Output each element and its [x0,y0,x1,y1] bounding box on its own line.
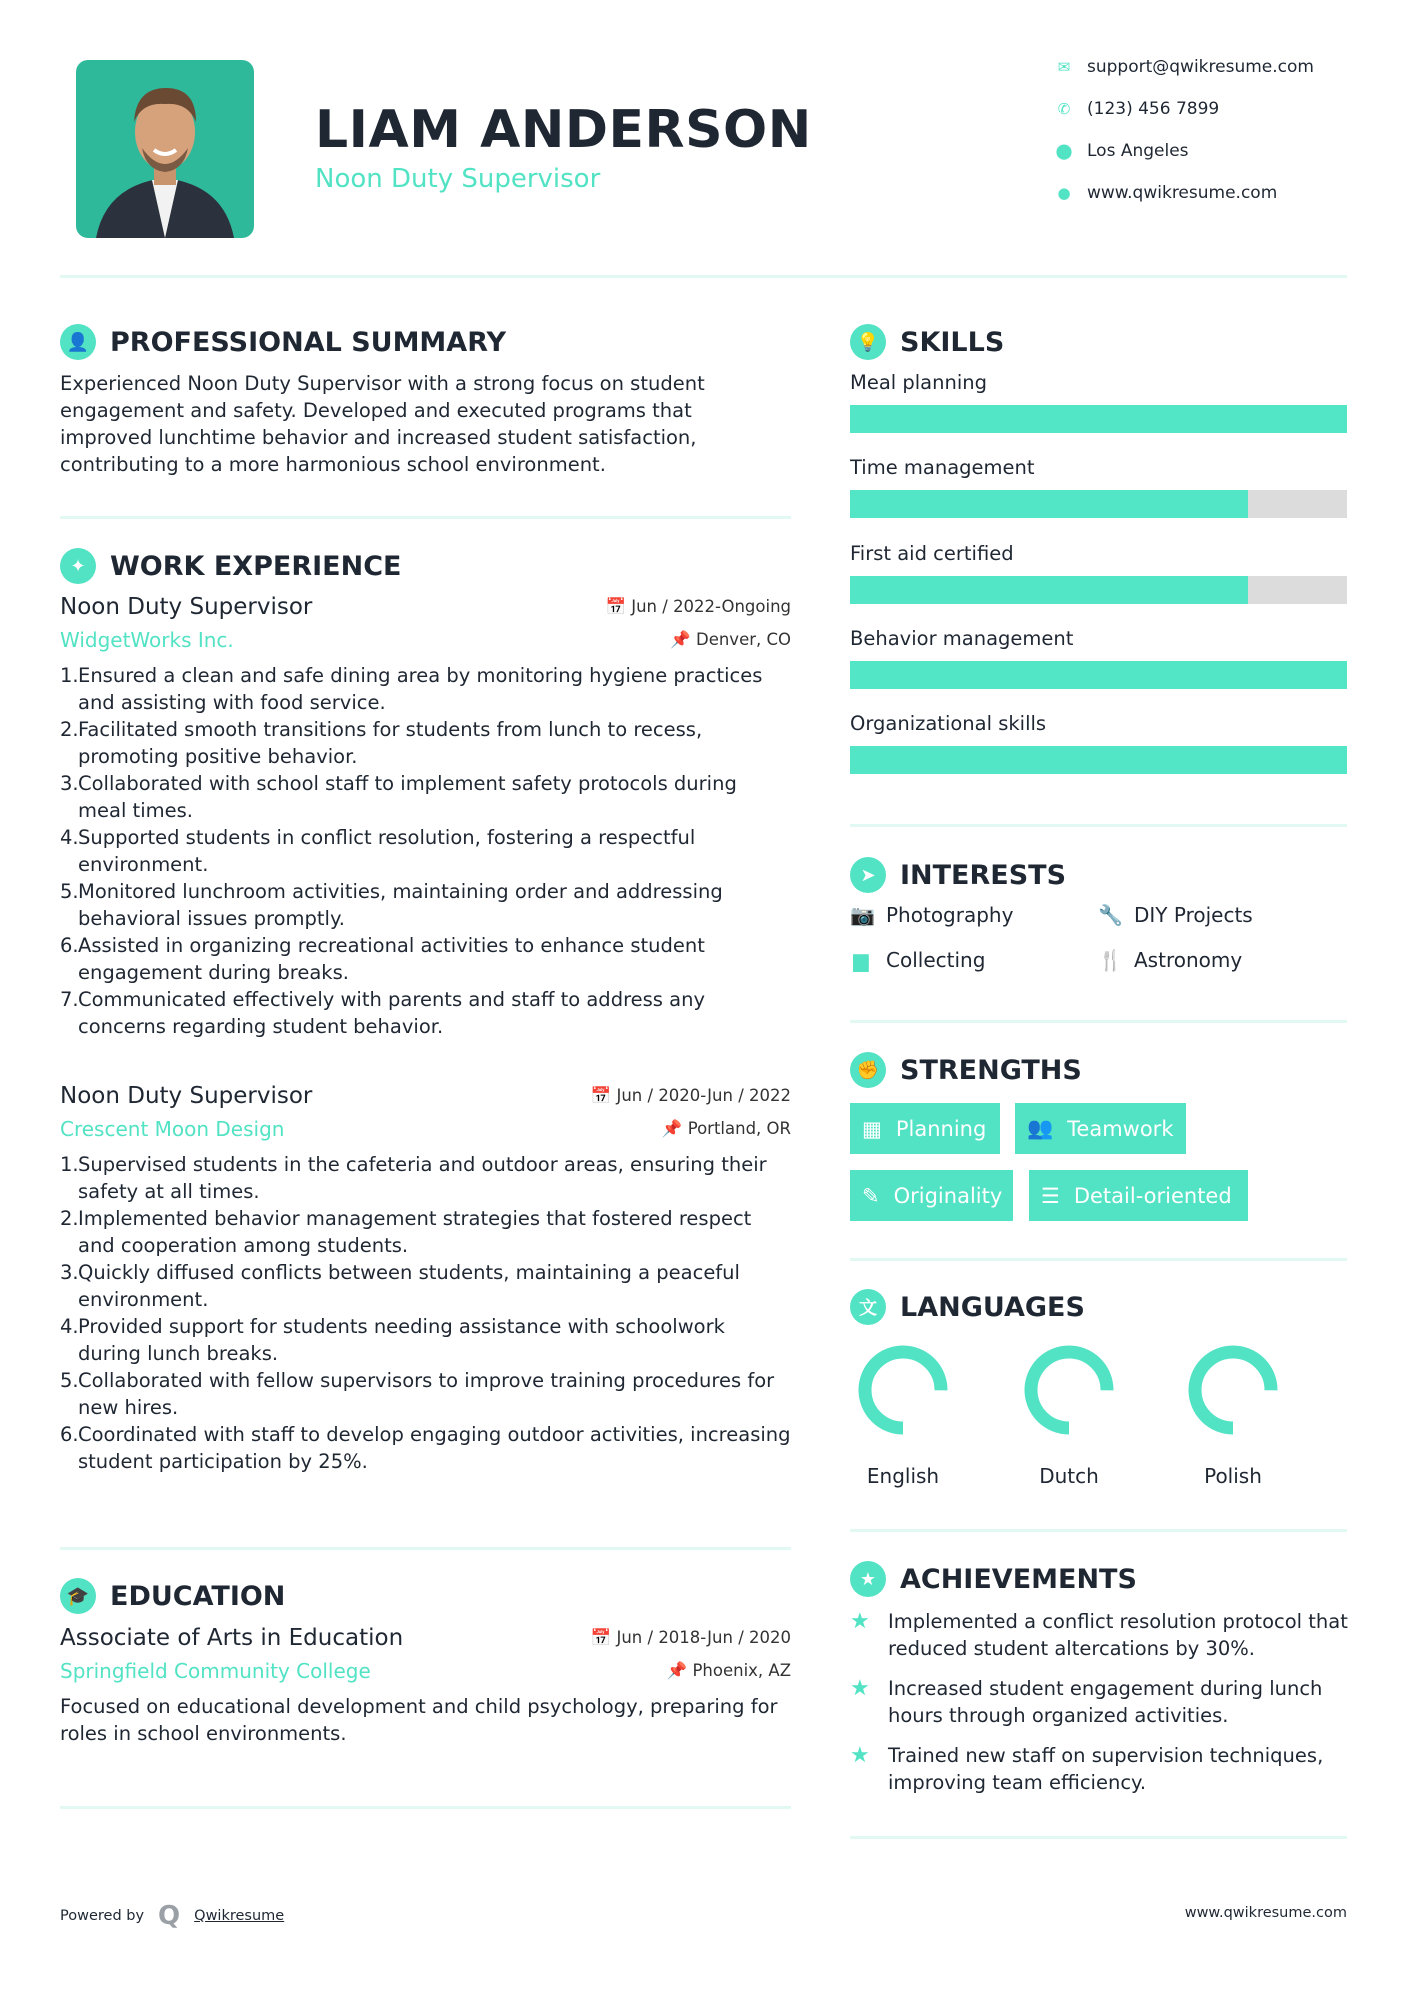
globe-icon: ● [1057,184,1071,202]
list-item: 7. Communicated effectively with parents and staff to address any concerns regarding student behavior. [60,988,706,1038]
contact-text: Los Angeles [1087,141,1189,161]
pin-icon: 📌 [670,630,696,649]
camera-icon: 📷 [850,903,875,927]
section-divider [850,1836,1347,1839]
section-divider [60,1547,791,1550]
date-text: Jun / 2022-Ongoing [631,597,791,616]
skill-bar-fill [850,405,1347,433]
list-item: 6. Coordinated with staff to develop engaging outdoor activities, increasing student participation by 25%. [60,1423,791,1473]
section-heading-languages [850,1289,1085,1325]
skill-bar [850,576,1347,604]
section-heading-skills [850,324,1004,360]
skill-bar-fill [850,661,1347,689]
list-item: 5. Monitored lunchroom activities, maintaining order and addressing behavioral issues promptly. [60,880,723,930]
users-icon: 👥 [1027,1116,1054,1140]
location-text: Phoenix, AZ [692,1661,791,1680]
footer-url[interactable]: www.qwikresume.com [1184,1905,1347,1921]
archive-icon: ▆ [853,948,869,972]
heading-text: INTERESTS [900,859,1067,891]
candidate-title: Noon Duty Supervisor [315,164,601,194]
section-heading-experience [60,548,401,584]
company-name: WidgetWorks Inc. [60,628,234,652]
language-name: English [866,1464,940,1488]
header-divider [60,275,1347,278]
job-date [591,1086,791,1106]
contact-text: support@qwikresume.com [1087,57,1314,77]
section-divider [60,1806,791,1809]
job-date [605,597,791,617]
calendar-icon: 📅 [590,1086,617,1105]
interest-diy-projects: 🔧 DIY Projects [1098,903,1253,927]
job-entry [60,1083,791,1475]
pin-icon: 📌 [666,1661,693,1680]
achievement-item: ★ Increased student engagement during lunch hours through organized activities. [850,1676,1323,1727]
section-heading-summary [60,324,506,360]
section-divider [850,824,1347,827]
lightbulb-icon: 💡 [850,324,886,360]
skill-item [850,712,1347,774]
languages-list [843,1340,1323,1490]
heading-text: STRENGTHS [900,1054,1082,1086]
job-title: Noon Duty Supervisor [60,1083,313,1109]
language-name: Dutch [1039,1464,1099,1488]
heading-text: EDUCATION [110,1580,286,1612]
job-location [662,1119,791,1139]
language-icon: 文 [850,1289,886,1325]
location-text: Denver, CO [695,630,791,649]
person-silhouette-icon [76,60,254,238]
language-item [1009,1340,1129,1488]
skill-bar [850,490,1347,518]
date-text: Jun / 2018-Jun / 2020 [616,1628,791,1647]
section-heading-strengths [850,1052,1082,1088]
company-name: Crescent Moon Design [60,1117,285,1141]
strength-tag: ☰ Detail-oriented [1029,1170,1248,1221]
skill-name: Behavior management [850,626,1074,650]
job-bullets [60,1151,791,1475]
section-heading-interests [850,857,1066,893]
phone-icon: ✆ [1057,100,1071,118]
skill-bar [850,746,1347,774]
contact-phone [1055,99,1219,119]
language-name: Polish [1204,1464,1262,1488]
job-entry [60,594,791,1040]
strength-tag: 👥 Teamwork [1015,1103,1186,1154]
section-divider [850,1020,1347,1023]
fist-icon: ✊ [850,1052,886,1088]
skill-item [850,627,1347,689]
heading-text: PROFESSIONAL SUMMARY [110,326,507,358]
heading-text: LANGUAGES [900,1291,1085,1323]
contact-text: www.qwikresume.com [1087,183,1278,203]
contact-website[interactable] [1055,183,1277,203]
interest-photography: 📷 Photography [850,903,1014,927]
list-item: 3. Quickly diffused conflicts between students, maintaining a peaceful environment. [60,1261,740,1311]
education-description: Focused on educational development and child psychology, preparing for roles in school environments. [60,1695,778,1745]
list-item: 2. Implemented behavior management strategies that fostered respect and cooperation among students. [60,1207,752,1257]
star-icon: ★ [850,1609,870,1634]
job-bullets [60,662,791,1040]
star-icon: ★ [850,1743,870,1768]
education-entry [60,1625,791,1747]
pencil-icon: ✎ [862,1183,880,1208]
interest-collecting: ▆ Collecting [850,948,985,972]
list-item: 3. Collaborated with school staff to implement safety protocols during meal times. [60,772,737,822]
language-item [843,1340,963,1488]
skill-name: Time management [850,456,1035,480]
date-text: Jun / 2020-Jun / 2022 [616,1086,791,1105]
skill-name: Meal planning [850,371,988,394]
strength-tag: ✎ Originality [850,1170,1013,1221]
list-item: 4. Provided support for students needing assistance with schoolwork during lunch breaks. [60,1315,725,1365]
profile-photo [76,60,254,238]
footer-powered-by [60,1901,284,1931]
skill-bar-fill [850,576,1248,604]
contact-location [1055,141,1189,161]
skill-name: First aid certified [850,541,1014,565]
degree: Associate of Arts in Education [60,1625,404,1651]
skill-name: Organizational skills [850,712,1047,736]
skill-item [850,542,1347,604]
user-icon: 👤 [60,324,96,360]
list-icon: ☰ [1041,1183,1060,1208]
section-divider [850,1529,1347,1532]
language-level-ring [1009,1340,1129,1440]
star-icon: ★ [850,1676,870,1701]
list-item: 1. Supervised students in the cafeteria and outdoor areas, ensuring their safety at all times. [60,1153,767,1203]
qwikresume-logo-icon: Q [158,1901,181,1931]
skill-bar-fill [850,490,1248,518]
graduation-icon: 🎓 [60,1578,96,1614]
wrench-icon: 🔧 [1098,903,1123,927]
language-level-ring [1173,1340,1293,1440]
star-badge-icon: ★ [850,1561,886,1597]
language-item [1173,1340,1293,1488]
calendar-icon: 📅 [605,597,632,616]
achievement-item: ★ Trained new staff on supervision techniques, improving team efficiency. [850,1743,1324,1794]
achievements-list [850,1608,1350,1796]
utensils-icon: 🍴 [1098,948,1123,972]
strength-tag: ▦ Planning [850,1103,1000,1154]
skill-item [850,371,1347,433]
language-level-ring [843,1340,963,1440]
skill-bar-fill [850,746,1347,774]
brand-link[interactable]: Qwikresume [194,1908,285,1924]
briefcase-icon: ✦ [60,548,96,584]
list-item: 5. Collaborated with fellow supervisors to improve training procedures for new hires. [60,1369,775,1419]
section-heading-achievements [850,1561,1137,1597]
skill-bar [850,405,1347,433]
heading-text: ACHIEVEMENTS [900,1563,1137,1595]
location-text: Portland, OR [687,1119,791,1138]
envelope-icon: ✉ [1057,58,1071,76]
pin-icon: 📌 [661,1119,688,1138]
powered-by-label: Powered by [60,1908,145,1924]
section-divider [850,1258,1347,1261]
heading-text: SKILLS [900,326,1005,358]
interest-astronomy: 🍴 Astronomy [1098,948,1243,972]
achievement-item: ★ Implemented a conflict resolution protocol that reduced student altercations by 30%. [850,1609,1348,1660]
education-location [667,1661,791,1681]
calendar-icon: 📅 [590,1628,617,1647]
calendar-icon: ▦ [862,1116,882,1141]
list-item: 2. Facilitated smooth transitions for students from lunch to recess, promoting positive behavior. [60,718,703,768]
summary-text: Experienced Noon Duty Supervisor with a strong focus on student engagement and safety. Developed and executed programs that improved lunchtime behavior and increased student satisfaction, contributing to a more harmonious school environment. [60,372,705,476]
contact-email[interactable] [1055,57,1314,77]
contact-text: (123) 456 7899 [1087,99,1220,119]
job-title: Noon Duty Supervisor [60,594,313,620]
heading-text: WORK EXPERIENCE [110,550,402,582]
education-date [591,1628,791,1648]
list-item: 4. Supported students in conflict resolution, fostering a respectful environment. [60,826,696,876]
section-divider [60,516,791,519]
list-item: 6. Assisted in organizing recreational activities to enhance student engagement during breaks. [60,934,705,984]
school-name: Springfield Community College [60,1659,371,1683]
paper-plane-icon: ➤ [850,857,886,893]
candidate-name: LIAM ANDERSON [315,100,812,160]
skill-bar [850,661,1347,689]
job-location [670,630,791,650]
section-heading-education [60,1578,285,1614]
skill-item [850,456,1347,518]
list-item: 1. Ensured a clean and safe dining area by monitoring hygiene practices and assisting with food service. [60,664,763,714]
map-pin-icon: ⬤ [1055,142,1073,160]
